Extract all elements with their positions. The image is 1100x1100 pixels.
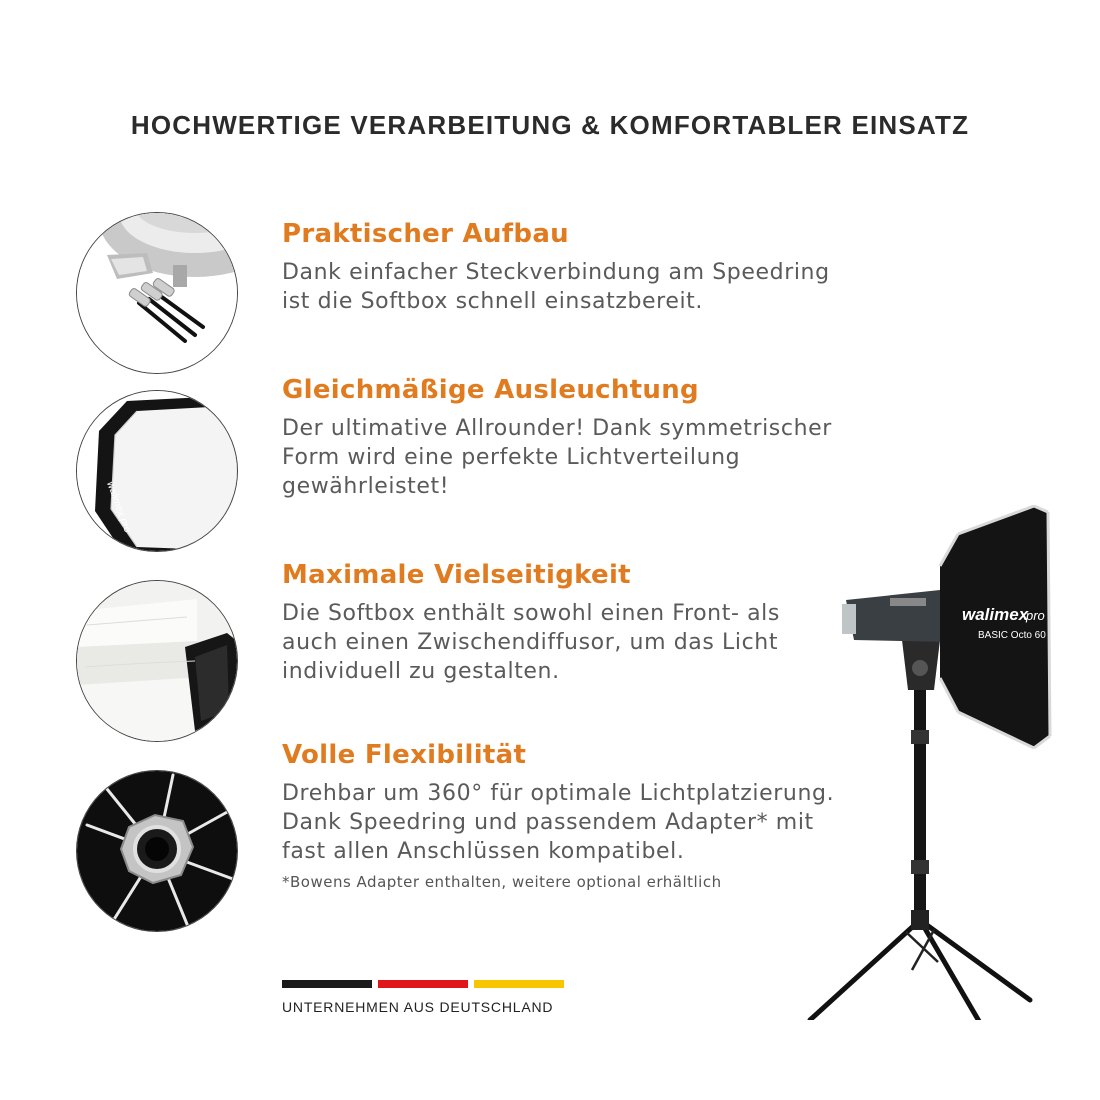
flag-stripe-red	[378, 980, 468, 988]
svg-text:walimex pro: walimex pro	[104, 480, 133, 535]
feature-even-illumination	[282, 374, 902, 501]
product-brand-label: walimex	[962, 605, 1029, 624]
feature-title: Praktischer Aufbau	[282, 219, 569, 249]
feature-footnote: *Bowens Adapter enthalten, weitere optional erhältlich	[282, 873, 722, 891]
diffuser-fabric-image	[76, 580, 238, 742]
flag-stripe-black	[282, 980, 372, 988]
feature-text: Der ultimative Allrounder! Dank symmetrischer Form wird eine perfekte Lichtverteilung gewährleistet!	[282, 416, 832, 499]
product-model-label: BASIC Octo 60	[978, 630, 1046, 641]
softbox-on-stand-image	[790, 500, 1090, 1020]
feature-text: Drehbar um 360° für optimale Lichtplatzierung. Dank Speedring und passendem Adapter* mit fast allen Anschlüssen kompatibel.	[282, 781, 835, 864]
feature-title: Gleichmäßige Ausleuchtung	[282, 375, 699, 405]
feature-title: Maximale Vielseitigkeit	[282, 560, 631, 590]
softbox-rear-image	[76, 770, 238, 932]
page-headline: HOCHWERTIGE VERARBEITUNG & KOMFORTABLER EINSATZ	[130, 110, 970, 140]
softbox-front-image	[76, 390, 238, 552]
feature-practical-setup	[282, 218, 902, 316]
feature-text: Die Softbox enthält sowohl einen Front- als auch einen Zwischendiffusor, um das Licht individuell zu gestalten.	[282, 601, 780, 684]
product-brand-suffix: pro	[1026, 608, 1045, 623]
speedring-connector-image	[76, 212, 238, 374]
flag-stripe-gold	[474, 980, 564, 988]
feature-text: Dank einfacher Steckverbindung am Speedring ist die Softbox schnell einsatzbereit.	[282, 260, 830, 314]
company-origin-caption: UNTERNEHMEN AUS DEUTSCHLAND	[282, 999, 554, 1015]
feature-title: Volle Flexibilität	[282, 740, 527, 770]
